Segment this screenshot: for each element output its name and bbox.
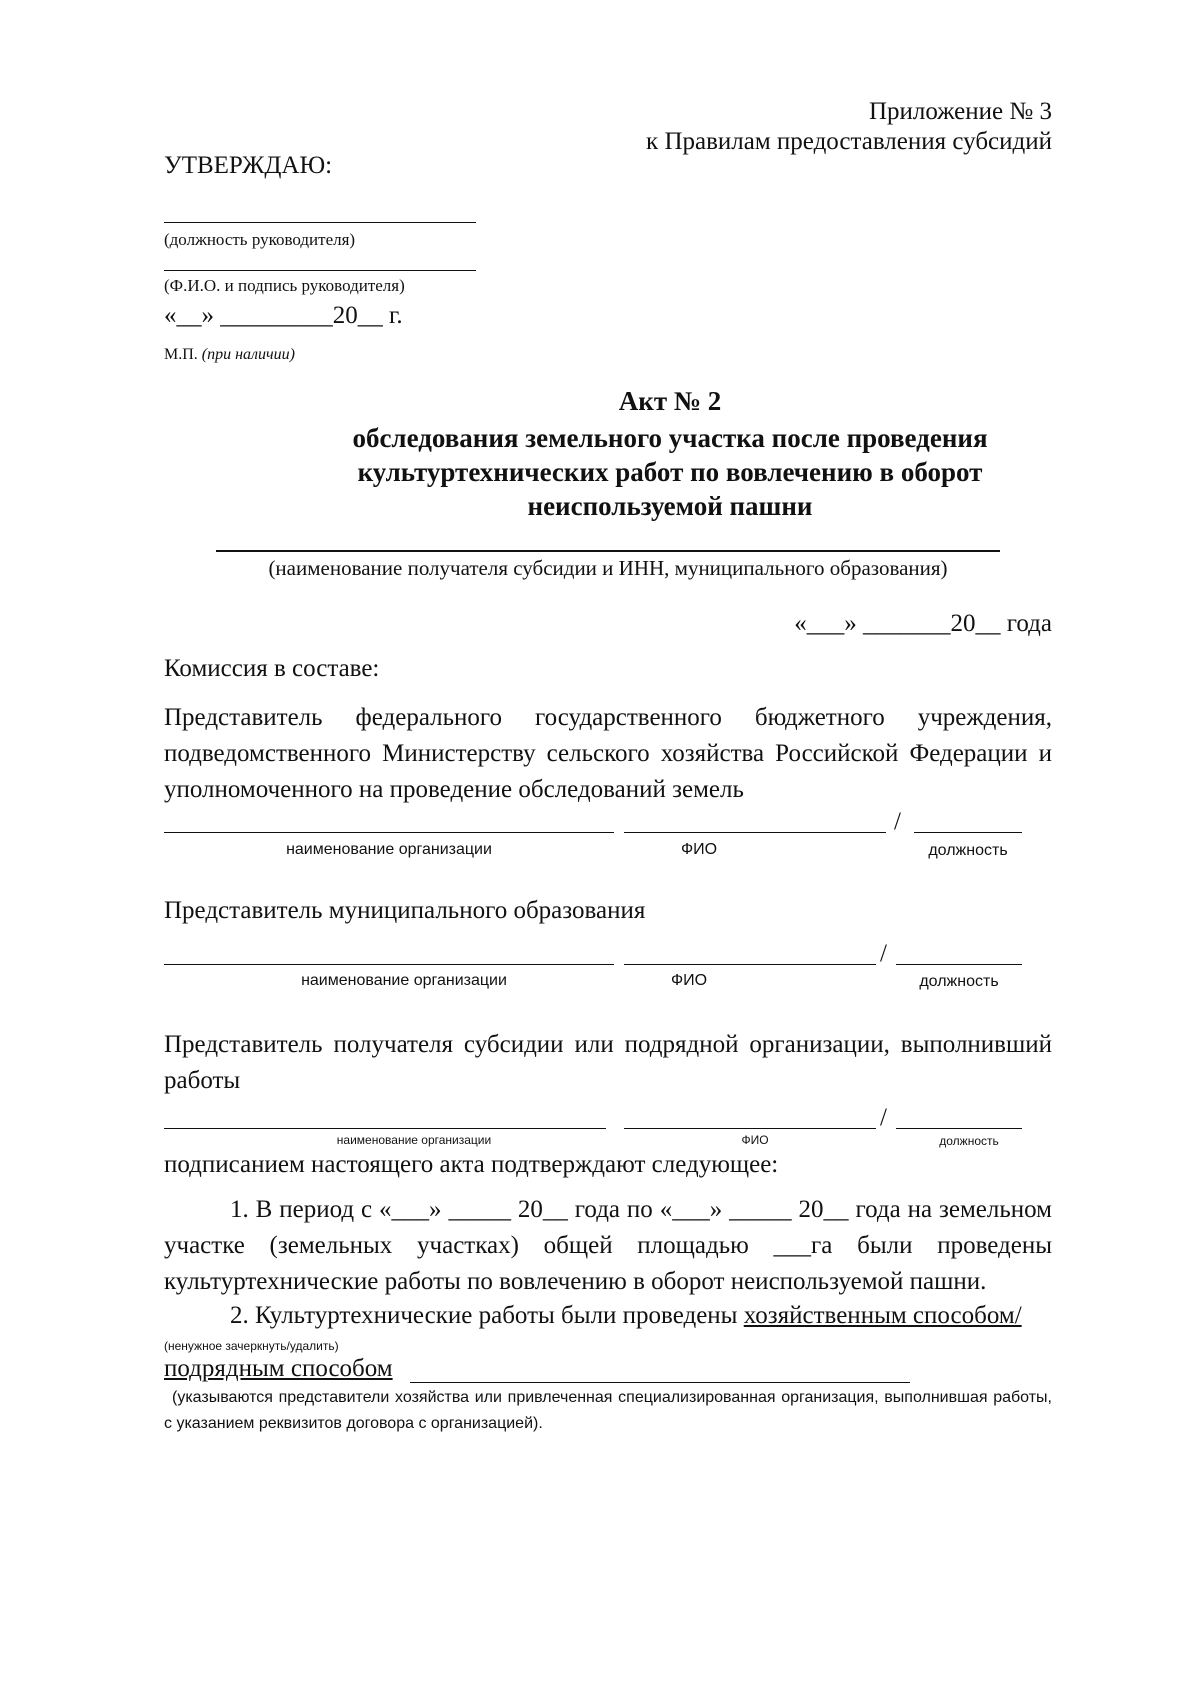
rep1-position-line (914, 832, 1022, 833)
rep3-position-line (896, 1128, 1022, 1129)
stamp-prefix: М.П. (164, 346, 198, 363)
commission-label: Комиссия в составе: (164, 655, 380, 682)
rep3-fio-caption: ФИО (741, 1133, 769, 1147)
rep1-fio-caption: ФИО (680, 841, 718, 858)
item-2-method-own: хозяйственным способом/ (743, 1302, 1022, 1329)
item-1: 1. В период с «___» _____ 20__ года по «___» _____ 20__ года на земельном участке (земельных участках) общей площадью ___га были проведены культуртехнические работы по вовлечению в оборот неиспользуемой пашни. (164, 1196, 1052, 1295)
appendix-reference: к Правилам предоставления субсидий (646, 128, 1052, 155)
act-subtitle-3: неиспользуемой пашни (527, 491, 813, 521)
confirm-text: подписанием настоящего акта подтверждают следующее: (164, 1151, 779, 1178)
rep1-org-caption: наименование организации (286, 841, 492, 858)
rep1-slash: / (894, 808, 901, 835)
name-line (164, 270, 476, 271)
rep2-position-line (896, 964, 1022, 965)
rep3-fio-line (624, 1128, 876, 1129)
rep2-slash: / (880, 940, 887, 967)
rep3-org-line (164, 1128, 606, 1129)
item-2-line (230, 1302, 1022, 1330)
item-2-strike-note: (ненужное зачеркнуть/удалить) (164, 1339, 339, 1353)
act-subtitle-2: культуртехнических работ по вовлечению в оборот (357, 457, 983, 487)
rep2-org-caption: наименование организации (301, 972, 507, 989)
recipient-caption: (наименование получателя субсидии и ИНН, муниципального образования) (268, 556, 948, 580)
position-caption: (должность руководителя) (164, 230, 356, 249)
rep2-org-line (164, 964, 614, 965)
rep3-text: Представитель получателя субсидии или подрядной организации, выполнивший работы (164, 1031, 1052, 1094)
rep1-fio-line (624, 832, 886, 833)
item-2-note: (указываются представители хозяйства или привлеченная специализированная организация, выполнившая работы, с указанием реквизитов договора с организацией). (164, 1389, 1052, 1432)
item-2-method-contract: подрядным способом (164, 1355, 393, 1382)
approve-date: «__» _________20__ г. (164, 302, 403, 329)
act-date: «___» _______20__ года (794, 610, 1052, 637)
rep1-position-caption: должность (928, 842, 1008, 859)
position-line (164, 222, 476, 223)
rep2-fio-caption: ФИО (670, 972, 708, 989)
contractor-line (410, 1382, 910, 1383)
rep3-slash: / (880, 1104, 887, 1131)
rep2-fio-line (624, 964, 876, 965)
appendix-number: Приложение № 3 (868, 98, 1052, 125)
recipient-line (216, 550, 1000, 552)
rep1-org-line (164, 832, 614, 833)
approve-label: УТВЕРЖДАЮ: (164, 152, 333, 179)
name-caption: (Ф.И.О. и подпись руководителя) (164, 276, 405, 295)
stamp-note (164, 346, 295, 364)
act-subtitle-1: обследования земельного участка после проведения (352, 423, 988, 453)
rep1-text: Представитель федерального государственного бюджетного учреждения, подведомственного Министерству сельского хозяйства Российской Федерации и уполномоченного на проведение обследований земель (164, 704, 1052, 803)
act-title: Акт № 2 (618, 386, 722, 416)
rep3-position-caption: должность (939, 1134, 999, 1148)
stamp-optional: (при наличии) (201, 346, 295, 363)
rep2-text: Представитель муниципального образования (164, 897, 646, 924)
item-2-prefix: 2. Культуртехнические работы были проведены (230, 1302, 738, 1329)
rep3-org-caption: наименование организации (336, 1133, 492, 1147)
rep2-position-caption: должность (919, 973, 999, 990)
